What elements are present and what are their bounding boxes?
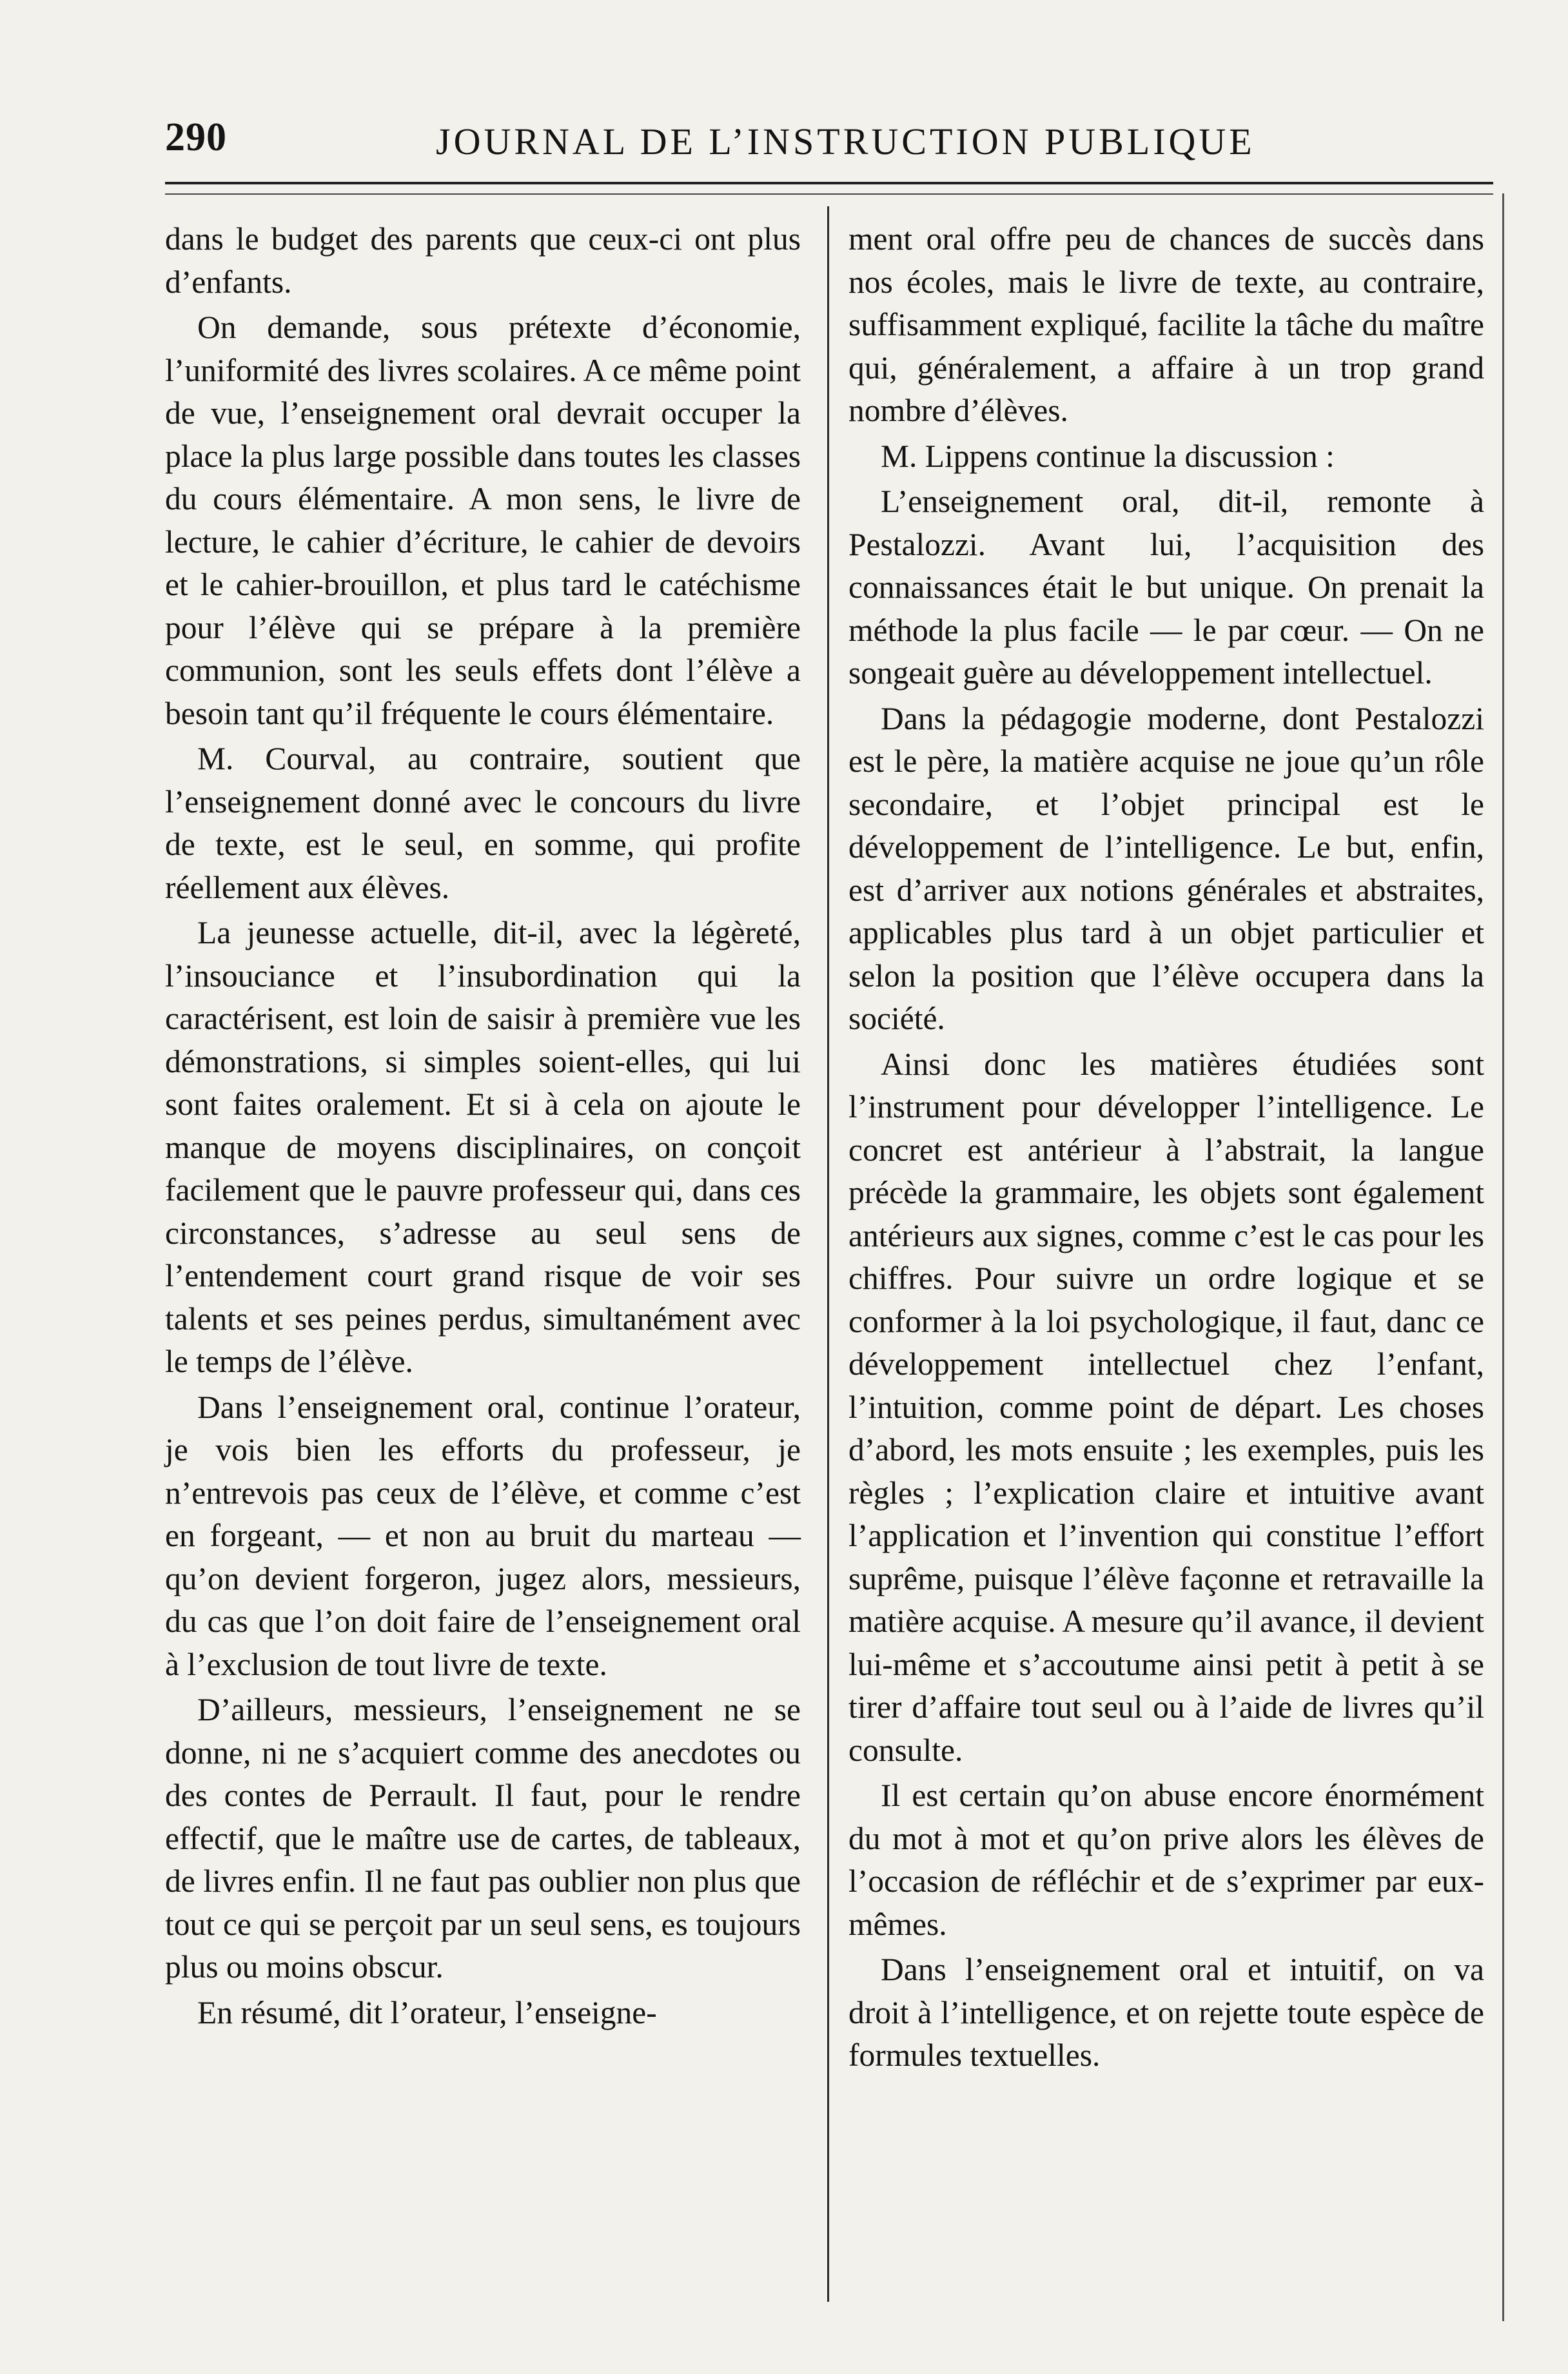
page-number: 290 [165,115,227,159]
paragraph: M. Lippens continue la discussion : [881,438,1335,474]
right-column [848,218,1484,2080]
paragraph: Dans la pédagogie moderne, dont Pestalozzi est le père, la matière acquise ne joue qu’un rôle secondaire, et l’objet principal est le développement de l’intelligence. Le but, enfin, est d’arriver aux notions générales et abstraites, applicables plus tard à un objet particulier et selon la position que l’élève occupera dans la société. [848,700,1484,1036]
page-edge-rule [1502,193,1504,2321]
paragraph: Il est certain qu’on abuse encore énormément du mot à mot et qu’on prive alors les élèves de l’occasion de réfléchir et de s’exprimer par eux-mêmes. [848,1778,1484,1942]
paragraph: On demande, sous prétexte d’économie, l’uniformité des livres scolaires. A ce même point de vue, l’enseignement oral devrait occuper la place la plus large possible dans toutes les classes du cours élémentaire. A mon sens, le livre de lecture, le cahier d’écriture, le cahier de devoirs et le cahier-brouillon, et plus tard le catéchisme pour l’élève qui se prépare à la première communion, sont les seuls effets dont l’élève a besoin tant qu’il fréquente le cours élémentaire. [165,309,801,731]
paragraph: L’enseignement oral, dit-il, remonte à Pestalozzi. Avant lui, l’acquisition des connaissances était le but unique. On prenait la méthode la plus facile — le par cœur. — On ne songeait guère au développement intellectuel. [848,484,1484,691]
paragraph: La jeunesse actuelle, dit-il, avec la légèreté, l’insouciance et l’insubordination qui la caractérisent, est loin de saisir à première vue les démonstrations, si simples soient-elles, qui lui sont faites oralement. Et si à cela on ajoute le manque de moyens disciplinaires, on conçoit facilement que le pauvre professeur qui, dans ces circonstances, s’adresse au seul sens de l’entendement court grand risque de voir ses talents et ses peines perdus, simultanément avec le temps de l’élève. [165,915,801,1379]
paragraph: Dans l’enseignement oral et intuitif, on va droit à l’intelligence, et on rejette toute espèce de formules textuelles. [848,1952,1484,2073]
column-divider [827,206,829,2302]
paragraph: En résumé, dit l’orateur, l’enseigne- [197,1994,657,2030]
paragraph: Ainsi donc les matières étudiées sont l’instrument pour développer l’intelligence. Le concret est antérieur à l’abstrait, la langue précède la grammaire, les objets sont également antérieurs aux signes, comme c’est le cas pour les chiffres. Pour suivre un ordre logique et se conformer à la loi psychologique, il faut, danc ce développement intellectuel chez l’enfant, l’intuition, comme point de départ. Les choses d’abord, les mots ensuite ; les exemples, puis les règles ; l’explication claire et intuitive avant l’application et l’invention qui constitue l’effort suprême, puisque l’élève façonne et retravaille la matière acquise. A mesure qu’il avance, il devient lui-même et s’accoutume ainsi petit à petit à se tirer d’affaire tout seul ou à l’aide de livres qu’il consulte. [848,1046,1484,1768]
left-column [165,218,801,2037]
paragraph: ment oral offre peu de chances de succès dans nos écoles, mais le livre de texte, au contraire, suffisamment expliqué, facilite la tâche du maître qui, généralement, a affaire à un trop grand nombre d’élèves. [848,221,1484,428]
paragraph: Dans l’enseignement oral, continue l’orateur, je vois bien les efforts du professeur, je n’entrevois pas ceux de l’élève, et comme c’est en forgeant, — et non au bruit du marteau — qu’on devient forgeron, jugez alors, messieurs, du cas que l’on doit faire de l’enseignement oral à l’exclusion de tout livre de texte. [165,1389,801,1682]
paragraph: D’ailleurs, messieurs, l’enseignement ne se donne, ni ne s’acquiert comme des anecdotes ou des contes de Perrault. Il faut, pour le rendre effectif, que le maître use de cartes, de tableaux, de livres enfin. Il ne faut pas oublier non plus que tout ce qui se perçoit par un seul sens, es toujours plus ou moins obscur. [165,1692,801,1985]
header-rule-thin [165,193,1493,195]
paragraph: dans le budget des parents que ceux-ci ont plus d’enfants. [165,221,801,300]
header-rule [165,182,1493,184]
page-header [165,115,1493,173]
journal-title: JOURNAL DE L’INSTRUCTION PUBLIQUE [436,121,1255,162]
paragraph: M. Courval, au contraire, soutient que l’enseignement donné avec le concours du livre de texte, est le seul, en somme, qui profite réellement aux élèves. [165,741,801,905]
